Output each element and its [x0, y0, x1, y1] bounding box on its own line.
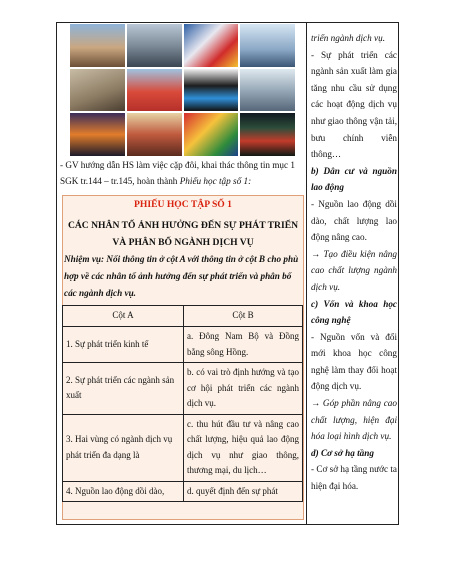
column-divider: [306, 22, 307, 525]
column-b-cell: b. có vai trò định hướng và tạo cơ hội phát triển các ngành dịch vụ.: [184, 363, 303, 415]
section-heading: c) Vốn và khoa học công nghệ: [311, 298, 397, 326]
answer-text: - Nguồn vốn và đổi mới khoa học công nghệ làm thay đổi hoạt động dịch vụ.: [311, 331, 397, 392]
answer-text: triển ngành dịch vụ.: [311, 33, 385, 43]
computer-photo: [184, 69, 239, 112]
column-a-cell: 4. Nguồn lao động dồi dào,: [63, 481, 184, 502]
table-row: [63, 414, 303, 481]
answer-text: → Góp phần nâng cao chất lượng, hiện đại hóa loại hình dịch vụ.: [311, 398, 397, 442]
column-b-cell: d. quyết định đến sự phát: [184, 481, 303, 502]
trucks-photo: [127, 69, 182, 112]
stock-board-photo: [240, 113, 295, 156]
section-heading: d) Cơ sở hạ tầng: [311, 447, 374, 458]
answer-column: [311, 30, 397, 495]
column-a-cell: 3. Hai vùng có ngành dịch vụ phát triển đa dạng là: [63, 414, 184, 481]
banner-photo: [184, 113, 239, 156]
teacher-instruction: - GV hướng dẫn HS làm việc cặp đôi, khai thác thông tin mục 1 SGK tr.144 – tr.145, hoàn thành Phiếu học tập số 1:: [60, 160, 295, 186]
worksheet-heading: CÁC NHÂN TỐ ẢNH HƯỞNG ĐẾN SỰ PHÁT TRIỂN VÀ PHÂN BỐ NGÀNH DỊCH VỤ: [67, 220, 299, 248]
services-photo-collage: [70, 24, 295, 156]
bridge-photo: [70, 113, 125, 156]
column-a-header: Cột A: [63, 306, 184, 327]
table-header-row: [63, 306, 303, 327]
answer-text: - Nguồn lao động dồi dào, chất lượng lao động nâng cao.: [311, 198, 397, 243]
answer-text: - Cơ sở hạ tầng nước ta hiện đại hóa.: [311, 464, 397, 492]
matching-table: [62, 305, 303, 502]
brand-logos-photo: [184, 24, 239, 67]
answer-text: - Sự phát triển các ngành sản xuất làm gia tăng nhu cầu sử dụng các hoạt động dịch vụ như giao thông vận tải, bưu chính viễn thông…: [311, 49, 397, 160]
table-row: [63, 363, 303, 415]
table-row: [63, 481, 303, 502]
delivery-photo: [70, 69, 125, 112]
table-row: [63, 327, 303, 363]
port-photo: [240, 69, 295, 112]
answer-text: → Tạo điều kiện nâng cao chất lượng ngành dịch vụ.: [311, 248, 397, 292]
worksheet-title: PHIẾU HỌC TẬP SỐ 1: [134, 199, 232, 210]
column-a-cell: 2. Sự phát triển các ngành sản xuất: [63, 363, 184, 415]
column-b-cell: a. Đông Nam Bộ và Đồng bằng sông Hồng.: [184, 327, 303, 363]
task-description: Nhiệm vụ: Nối thông tin ở cột A với thông tin ở cột B cho phù hợp về các nhân tố ảnh hưởng đến sự phát triển và phân bố các ngành dịch vụ.: [64, 254, 299, 298]
city-photo: [127, 24, 182, 67]
column-b-cell: c. thu hút đầu tư và nâng cao chất lượng, hiệu quả lao động dịch vụ như giao thông, thương mại, du lịch…: [184, 414, 303, 481]
restaurant-photo: [127, 113, 182, 156]
market-photo: [70, 24, 125, 67]
section-heading: b) Dân cư và nguồn lao động: [311, 165, 397, 193]
column-b-header: Cột B: [184, 306, 303, 327]
column-a-cell: 1. Sự phát triển kinh tế: [63, 327, 184, 363]
airport-photo: [240, 24, 295, 67]
